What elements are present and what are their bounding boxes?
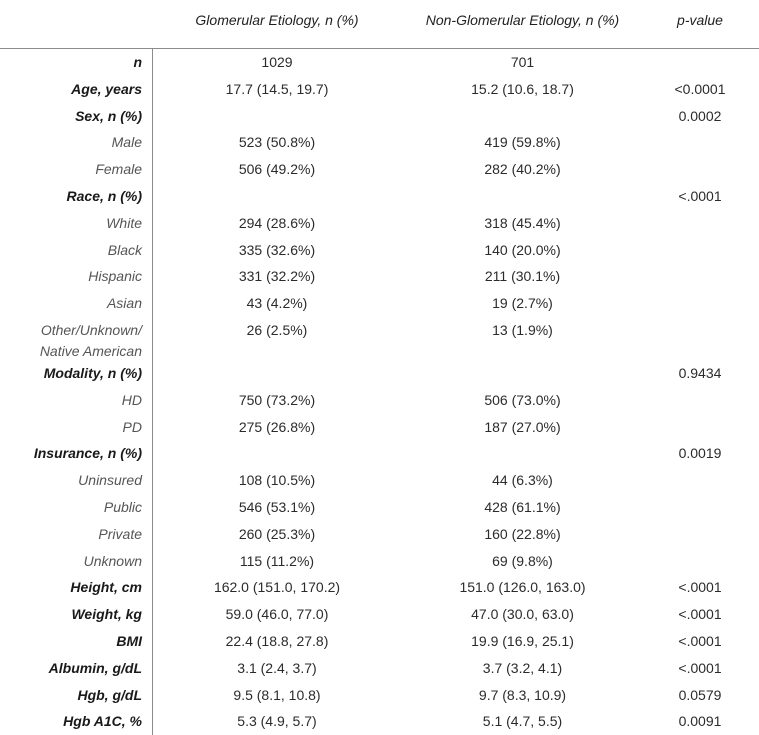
p-value: <.0001 xyxy=(678,606,722,623)
glomerular-value: 750 (73.2%) xyxy=(238,391,316,408)
header-non-glomerular: Non-Glomerular Etiology, n (%) xyxy=(425,12,620,28)
non-glomerular-value: 701 xyxy=(510,54,535,70)
non-glomerular-value: 19 (2.7%) xyxy=(492,295,553,312)
p-value: 0.9434 xyxy=(678,364,722,381)
row-label: Private xyxy=(98,525,142,542)
table-row xyxy=(0,681,759,708)
row-label: White xyxy=(106,214,142,231)
non-glomerular-value: 419 (59.8%) xyxy=(484,134,561,151)
row-label: Sex, n (%) xyxy=(75,107,142,124)
non-glomerular-value: 5.1 (4.7, 5.5) xyxy=(482,713,563,730)
non-glomerular-value: 187 (27.0%) xyxy=(484,418,561,435)
non-glomerular-value: 318 (45.4%) xyxy=(484,214,561,231)
table-row xyxy=(0,182,759,209)
row-label: Hgb A1C, % xyxy=(63,713,142,730)
p-value: <.0001 xyxy=(678,632,722,649)
glomerular-value: 506 (49.2%) xyxy=(238,161,316,178)
glomerular-value: 162.0 (151.0, 170.2) xyxy=(213,579,341,596)
row-label: Female xyxy=(95,161,142,178)
glomerular-value: 294 (28.6%) xyxy=(238,214,316,231)
glomerular-value: 59.0 (46.0, 77.0) xyxy=(225,606,329,623)
table-row xyxy=(0,600,759,627)
row-label: Albumin, g/dL xyxy=(48,659,142,676)
non-glomerular-value: 44 (6.3%) xyxy=(492,472,553,489)
row-label: BMI xyxy=(116,632,142,649)
row-label: Weight, kg xyxy=(71,606,142,623)
non-glomerular-value: 9.7 (8.3, 10.9) xyxy=(478,686,567,703)
glomerular-value: 43 (4.2%) xyxy=(246,295,308,312)
table-row xyxy=(0,102,759,129)
non-glomerular-value: 15.2 (10.6, 18.7) xyxy=(471,80,574,97)
glomerular-value: 523 (50.8%) xyxy=(238,134,316,151)
non-glomerular-value: 160 (22.8%) xyxy=(484,525,561,542)
non-glomerular-value: 13 (1.9%) xyxy=(492,321,553,338)
non-glomerular-value: 19.9 (16.9, 25.1) xyxy=(471,632,574,649)
glomerular-value: 17.7 (14.5, 19.7) xyxy=(225,80,329,97)
table-row xyxy=(0,359,759,386)
table-row xyxy=(0,439,759,466)
row-label: Other/Unknown/ Native American xyxy=(39,321,142,359)
glomerular-value: 3.1 (2.4, 3.7) xyxy=(237,659,317,676)
table-row xyxy=(0,155,759,182)
table-header xyxy=(0,0,759,49)
glomerular-value: 9.5 (8.1, 10.8) xyxy=(233,686,321,703)
row-label: Male xyxy=(111,134,142,151)
table-row xyxy=(0,466,759,493)
table-row xyxy=(0,627,759,654)
table-row xyxy=(0,413,759,440)
row-label: Hispanic xyxy=(88,268,142,285)
glomerular-value: 1029 xyxy=(261,54,293,70)
glomerular-value: 275 (26.8%) xyxy=(238,418,316,435)
table-row xyxy=(0,316,759,359)
non-glomerular-value: 282 (40.2%) xyxy=(484,161,561,178)
glomerular-value: 331 (32.2%) xyxy=(238,268,316,285)
glomerular-value: 5.3 (4.9, 5.7) xyxy=(237,713,317,730)
table-row xyxy=(0,386,759,413)
glomerular-value: 115 (11.2%) xyxy=(239,552,315,569)
p-value: 0.0019 xyxy=(678,445,722,462)
table-row xyxy=(0,547,759,574)
non-glomerular-value: 69 (9.8%) xyxy=(492,552,553,569)
row-label: PD xyxy=(122,418,142,435)
table-row xyxy=(0,262,759,289)
row-label: Height, cm xyxy=(70,579,142,596)
p-value: 0.0091 xyxy=(678,713,722,730)
glomerular-value: 22.4 (18.8, 27.8) xyxy=(225,632,329,649)
row-label: Black xyxy=(107,241,142,258)
row-label: Insurance, n (%) xyxy=(33,445,142,462)
table-row xyxy=(0,209,759,236)
glomerular-value: 26 (2.5%) xyxy=(246,321,308,338)
table-row xyxy=(0,128,759,155)
glomerular-value: 546 (53.1%) xyxy=(238,498,316,515)
table-row xyxy=(0,48,759,75)
header-p-value: p-value xyxy=(677,12,723,28)
non-glomerular-value: 140 (20.0%) xyxy=(484,241,561,258)
table-row xyxy=(0,520,759,547)
row-label: HD xyxy=(121,391,142,408)
row-label: Age, years xyxy=(71,80,142,97)
table-row xyxy=(0,289,759,316)
row-label: n xyxy=(133,54,142,70)
non-glomerular-value: 211 (30.1%) xyxy=(484,268,561,285)
header-glomerular: Glomerular Etiology, n (%) xyxy=(195,12,359,28)
row-label: Public xyxy=(103,498,142,515)
glomerular-value: 335 (32.6%) xyxy=(238,241,316,258)
row-label: Uninsured xyxy=(78,472,142,489)
p-value: <.0001 xyxy=(678,579,722,596)
table-row xyxy=(0,75,759,102)
row-label: Race, n (%) xyxy=(66,187,142,204)
row-label: Unknown xyxy=(83,552,142,569)
glomerular-value: 260 (25.3%) xyxy=(238,525,316,542)
row-label: Modality, n (%) xyxy=(43,364,142,381)
p-value: <0.0001 xyxy=(674,80,726,97)
non-glomerular-value: 3.7 (3.2, 4.1) xyxy=(482,659,563,676)
table-row xyxy=(0,707,759,734)
non-glomerular-value: 506 (73.0%) xyxy=(484,391,561,408)
glomerular-value: 108 (10.5%) xyxy=(238,472,316,489)
p-value: <.0001 xyxy=(678,659,722,676)
row-label: Asian xyxy=(106,295,142,312)
table-row xyxy=(0,236,759,263)
table-row xyxy=(0,493,759,520)
p-value: 0.0002 xyxy=(678,107,722,124)
row-label: Hgb, g/dL xyxy=(77,686,142,703)
p-value: 0.0579 xyxy=(678,686,722,703)
table-row xyxy=(0,654,759,681)
table-row xyxy=(0,573,759,600)
p-value: <.0001 xyxy=(678,187,722,204)
table-body xyxy=(0,48,759,734)
non-glomerular-value: 428 (61.1%) xyxy=(484,498,561,515)
non-glomerular-value: 151.0 (126.0, 163.0) xyxy=(459,579,586,596)
non-glomerular-value: 47.0 (30.0, 63.0) xyxy=(471,606,574,623)
